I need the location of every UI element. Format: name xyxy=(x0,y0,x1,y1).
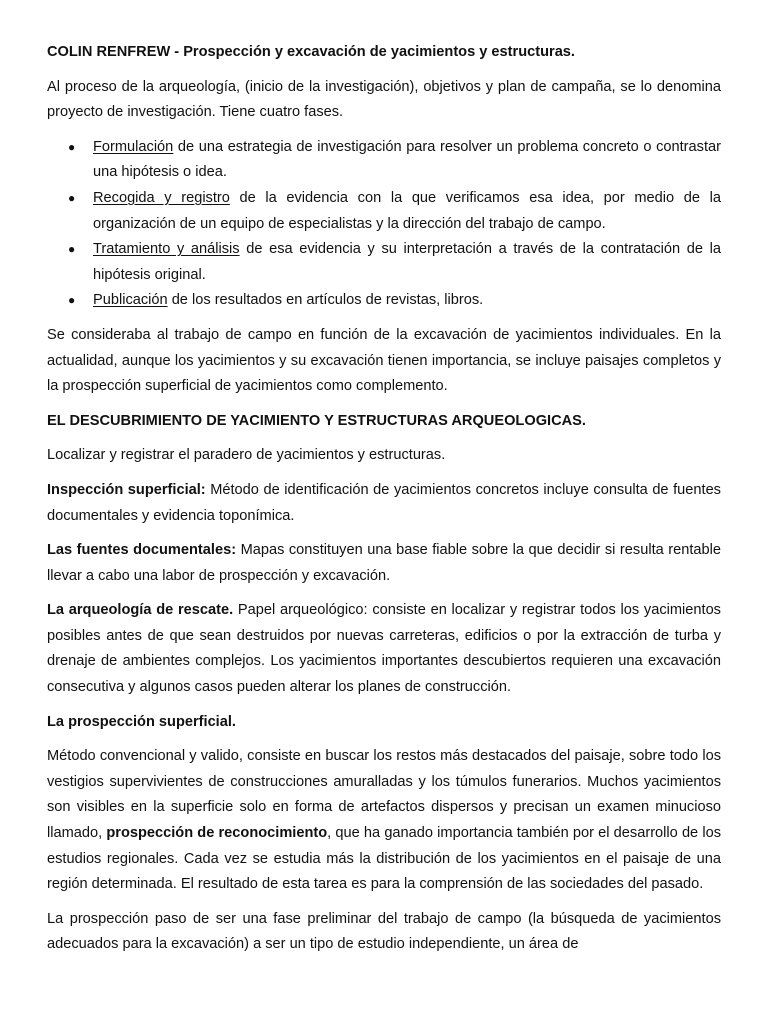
rescue-text: Papel arqueológico: consiste en localizar y registrar todos los yacimientos posibles antes de que sean destruidos por nuevas carreteras, edificios o por la extracción de turba y drenaje de ambientes complejos. Los yacimientos importantes descubiertos requieren una excavación consecutiva y algunos casos pueden alterar los planes de construcción. xyxy=(47,602,721,696)
survey-text-before: Método convencional y valido, consiste en buscar los restos más destacados del paisaje, sobre todo los vestigios supervivientes de construcciones amuralladas y los túmulos funerarios. Muchos yacimientos son visibles en la superficie solo en forma de artefactos dispersos y precisan un examen minucioso llamado, xyxy=(47,748,721,842)
phase-text: de la evidencia con la que verificamos esa idea, por medio de la organización de un equipo de especialistas y la dirección del trabajo de campo. xyxy=(93,189,721,232)
phase-term: Recogida y registro xyxy=(93,189,230,206)
phase-list xyxy=(47,135,721,314)
phase-text: de los resultados en artículos de revistas, libros. xyxy=(167,292,484,309)
sources-text: Mapas constituyen una base fiable sobre la que decidir si resulta rentable llevar a cabo una labor de prospección y excavación. xyxy=(47,542,721,584)
list-item xyxy=(47,288,721,314)
survey-bold-term: prospección de reconocimiento xyxy=(106,825,328,842)
inspection-paragraph xyxy=(47,478,721,529)
inspection-label: Inspección superficial: xyxy=(47,481,206,498)
rescue-paragraph xyxy=(47,598,721,700)
bullet-icon: ● xyxy=(68,139,76,154)
fieldwork-paragraph: Se consideraba al trabajo de campo en función de la excavación de yacimientos individuales. En la actualidad, aunque los yacimientos y su excavación tienen importancia, se incluye paisajes completos y la prospección superficial de yacimientos como complemento. xyxy=(47,326,721,395)
inspection-text: Método de identificación de yacimientos concretos incluye consulta de fuentes documentales y evidencia toponímica. xyxy=(47,481,721,524)
list-item xyxy=(47,186,721,237)
bullet-icon: ● xyxy=(68,293,76,308)
locate-paragraph: Localizar y registrar el paradero de yacimientos y estructuras. xyxy=(47,447,446,464)
intro-paragraph: Al proceso de la arqueología, (inicio de la investigación), objetivos y plan de campaña, se lo denomina proyecto de investigación. Tiene cuatro fases. xyxy=(47,78,721,121)
phase-text: de esa evidencia y su interpretación a través de la contratación de la hipótesis original. xyxy=(93,241,721,283)
list-item xyxy=(47,135,721,186)
sources-paragraph xyxy=(47,538,721,589)
phase-term: Formulación xyxy=(93,138,174,155)
last-paragraph: La prospección paso de ser una fase preliminar del trabajo de campo (la búsqueda de yacimientos adecuados para la excavación) a ser un tipo de estudio independiente, un área de xyxy=(47,910,721,953)
section-heading: EL DESCUBRIMIENTO DE YACIMIENTO Y ESTRUCTURAS ARQUEOLOGICAS. xyxy=(47,412,586,429)
phase-term: Tratamiento y análisis xyxy=(93,241,240,258)
survey-heading: La prospección superficial. xyxy=(47,713,236,730)
phase-term: Publicación xyxy=(93,292,168,309)
survey-paragraph xyxy=(47,744,721,898)
list-item xyxy=(47,237,721,288)
rescue-label: La arqueología de rescate. xyxy=(47,602,234,619)
phase-text: de una estrategia de investigación para resolver un problema concreto o contrastar una hipótesis o idea. xyxy=(93,138,721,181)
document-title: COLIN RENFREW - Prospección y excavación de yacimientos y estructuras. xyxy=(47,44,575,60)
survey-text-after: , que ha ganado importancia también por el desarrollo de los estudios regionales. Cada vez se estudia más la distribución de los yacimientos en el paisaje de una región determinada. El resultado de esta tarea es para la comprensión de las sociedades del pasado. xyxy=(47,825,722,893)
bullet-icon: ● xyxy=(68,190,76,205)
sources-label: Las fuentes documentales: xyxy=(47,542,237,559)
bullet-icon: ● xyxy=(68,242,76,257)
